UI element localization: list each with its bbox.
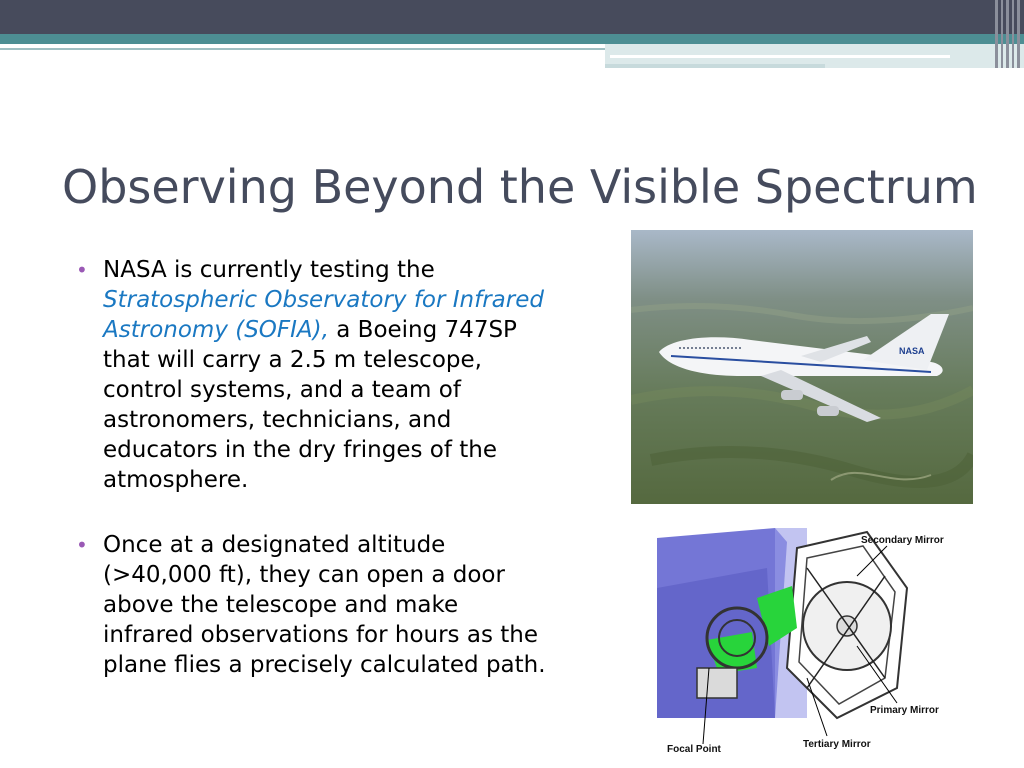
bullet-text-lead: NASA is currently testing the [103,257,435,283]
bullet-marker-icon: • [76,258,88,282]
label-primary-mirror: Primary Mirror [870,705,939,716]
bullet-text: Once at a designated altitude (>40,000 ft), they can open a door above the telescope and make infrared observations for hours as the plane flies a precisely calculated path. [103,532,546,678]
header-thin-line [0,48,605,50]
bullet-list [76,255,546,680]
bullet-text-rest: a Boeing 747SP that will carry a 2.5 m telescope, control systems, and a team of astronomers, technicians, and educators in the dry fringes of the atmosphere. [103,317,517,493]
bullet-marker-icon: • [76,533,88,557]
telescope-diagram [657,528,955,756]
label-tertiary-mirror: Tertiary Mirror [803,739,871,750]
header-corner-bars [993,0,1024,68]
sofia-emphasis: Stratospheric Observatory for Infrared Astronomy (SOFIA), [103,287,544,343]
header-teal-stripe [0,34,1024,44]
header-tab-line-lower [605,64,825,68]
slide-title: Observing Beyond the Visible Spectrum [62,160,978,214]
bullet-item [76,530,546,680]
tail-logo-text: NASA [899,346,925,356]
header-tab-line [610,55,950,58]
header-band [0,0,1024,34]
sofia-aircraft-photo [631,230,973,504]
bullet-item [76,255,546,495]
label-focal-point: Focal Point [667,744,721,755]
label-secondary-mirror: Secondary Mirror [861,535,944,546]
